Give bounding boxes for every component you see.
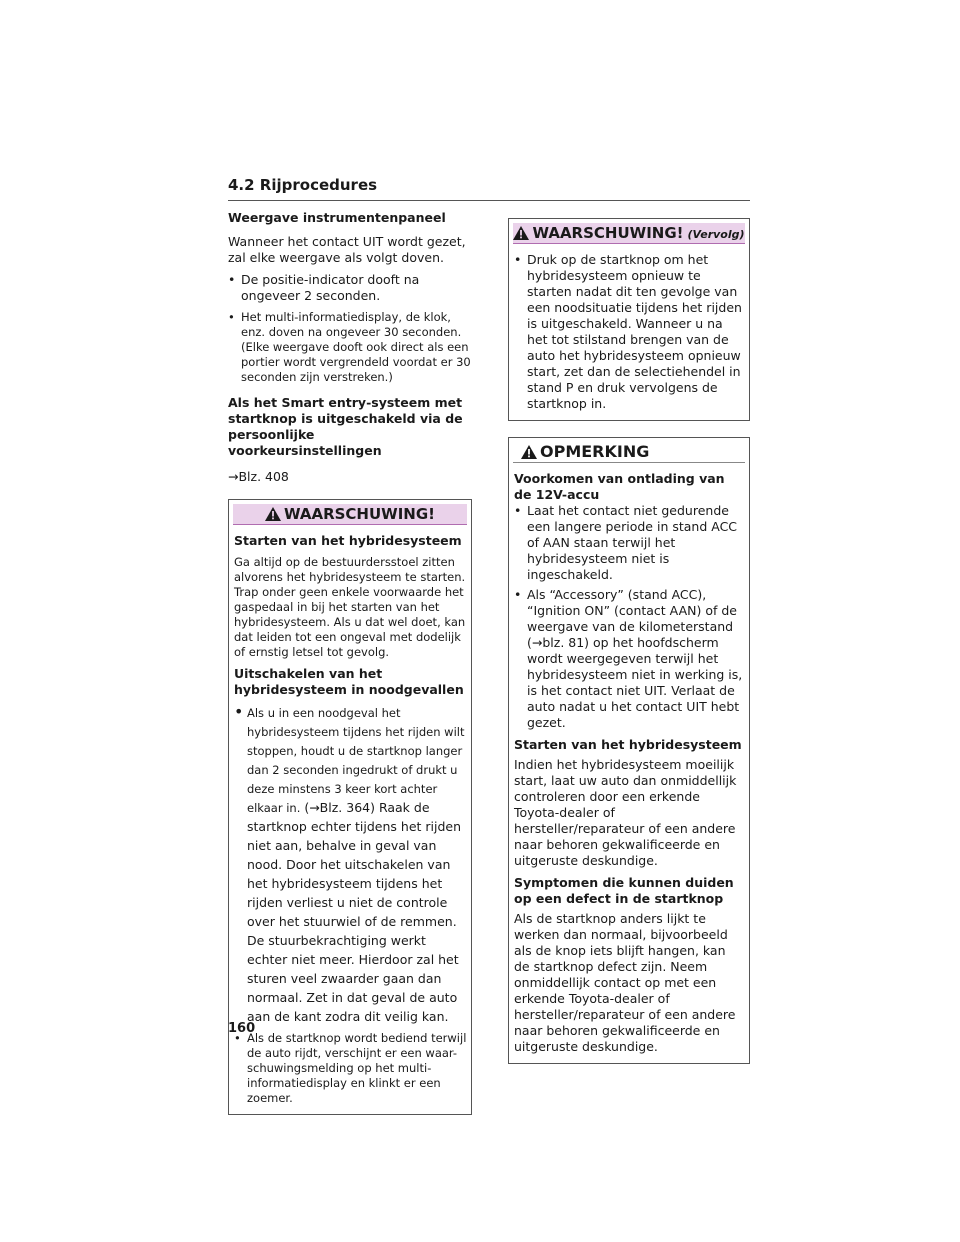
- warning-continued-title: WAARSCHUWING!: [532, 224, 684, 242]
- note-heading-battery: Voorkomen van ontlading van de 12V-accu: [514, 471, 725, 502]
- bullet-item: • Druk op de startknop om het hybridesysteem opnieuw te starten nadat dit ten gevolge van een noodsituatie tijdens het rijden is uitgeschakeld. Wanneer u na het tot stilstand brengen van de auto het hybridesysteem opnieuw start, zet dan de selectiehendel in stand P en druk vervolgens de startknop in.: [514, 252, 745, 412]
- warning-heading-start: Starten van het hybridesysteem: [234, 533, 462, 548]
- bullet-item: • Het multi-informatiedisplay, de klok, enz. doven na ongeveer 30 seconden. (Elke weergave dooft ook direct als een portier wordt vergrendeld voordat er 30 seconden zijn verstreken.): [228, 310, 472, 385]
- left-column: [228, 210, 472, 1115]
- intro-paragraph: Wanneer het contact UIT wordt gezet, zal elke weergave als volgt doven.: [228, 234, 466, 265]
- warning-continued-header: [513, 223, 745, 244]
- section-title: 4.2 Rijprocedures: [228, 176, 750, 201]
- note-paragraph-symptoms: Als de startknop anders lijkt te werken dan normaal, bijvoorbeeld als de knop iets blijft hangen, kan de startknop defect zijn. Neem onmiddellijk contact op met een erkende Toyota-dealer of hersteller/reparateur of een andere naar behoren gekwalificeerde en uitgeruste deskundige.: [514, 911, 736, 1054]
- heading-instrument-panel: Weergave instrumentenpaneel: [228, 210, 446, 225]
- display-bullets: [228, 272, 472, 385]
- continued-label: (Vervolg): [687, 228, 745, 241]
- warning-header: [233, 504, 467, 525]
- page-number: 160: [228, 1021, 256, 1036]
- bullet-text-normal: (→Blz. 364) Raak de startknop echter tijdens het rijden niet aan, behalve in geval van nood. Door het uitschakelen van het hybridesysteem tijdens het rijden verliest u niet de controle over het stuurwiel of de remmen. De stuurbekrachtiging werkt echter niet meer. Hierdoor zal het sturen veel zwaarder gaan dan normaal. Zet in dat geval de auto aan de kant zodra dit veilig kan.: [247, 800, 462, 1024]
- note-header: [513, 442, 745, 463]
- warning-bullet-buzzer: • Als de startknop wordt bediend terwijl de auto rijdt, verschijnt er een waar-schuwingsmelding op het multi-informatiedisplay en klinkt er een zoemer.: [234, 1031, 467, 1106]
- bullet-text-small: Als u in een noodgeval het hybridesysteem tijdens het rijden wilt stoppen, houdt u de startknop langer dan 2 seconden ingedrukt of drukt u deze minstens 3 keer kort achter elkaar in.: [247, 706, 465, 815]
- heading-smart-entry: Als het Smart entry-systeem met startknop is uitgeschakeld via de persoonlijke voorkeursinstellingen: [228, 395, 463, 458]
- warning-continued-box: [508, 218, 750, 421]
- bullet-item: • Als “Accessory” (stand ACC), “Ignition ON” (contact AAN) of de weergave van de kilometerstand (→blz. 81) op het hoofdscherm wordt weergegeven terwijl het hybridesysteem niet in werking is, is het contact niet UIT. Verlaat de auto nadat u het contact UIT hebt gezet.: [514, 587, 745, 731]
- warning-box: [228, 499, 472, 1115]
- note-box: [508, 437, 750, 1064]
- warning-continued-bullets: [514, 252, 745, 412]
- warning-bullets: [234, 702, 467, 1106]
- bullet-item: • De positie-indicator dooft na ongeveer 2 seconden.: [228, 272, 472, 304]
- caution-triangle-icon: [521, 445, 537, 459]
- note-heading-symptoms: Symptomen die kunnen duiden op een defect in de startknop: [514, 875, 734, 906]
- note-heading-start: Starten van het hybridesysteem: [514, 737, 742, 752]
- page-reference: →Blz. 408: [228, 469, 289, 484]
- warning-title: WAARSCHUWING!: [283, 505, 436, 523]
- note-paragraph-start: Indien het hybridesysteem moeilijk start, laat uw auto dan onmiddellijk controleren door een erkende Toyota-dealer of hersteller/reparateur of een andere naar behoren gekwalificeerde en uitgeruste deskundige.: [514, 757, 737, 868]
- warning-paragraph-start: Ga altijd op de bestuurdersstoel zitten alvorens het hybridesysteem te starten. Trap onder geen enkele voorwaarde het gaspedaal in bij het starten van het hybridesysteem. Als u dat wel doet, kan dat leiden tot een ongeval met dodelijk of ernstig letsel tot gevolg.: [234, 555, 466, 659]
- note-title: OPMERKING: [540, 442, 650, 461]
- right-column: [508, 218, 750, 1064]
- warning-heading-emergency: Uitschakelen van het hybridesysteem in noodgevallen: [234, 666, 464, 697]
- bullet-item: • Laat het contact niet gedurende een langere periode in stand ACC of AAN staan terwijl het hybridesysteem niet is ingeschakeld.: [514, 503, 745, 583]
- warning-bullet-emergency: [234, 702, 467, 1025]
- note-bullets: [514, 503, 745, 731]
- warning-triangle-icon: [265, 507, 281, 521]
- warning-triangle-icon: [513, 226, 529, 240]
